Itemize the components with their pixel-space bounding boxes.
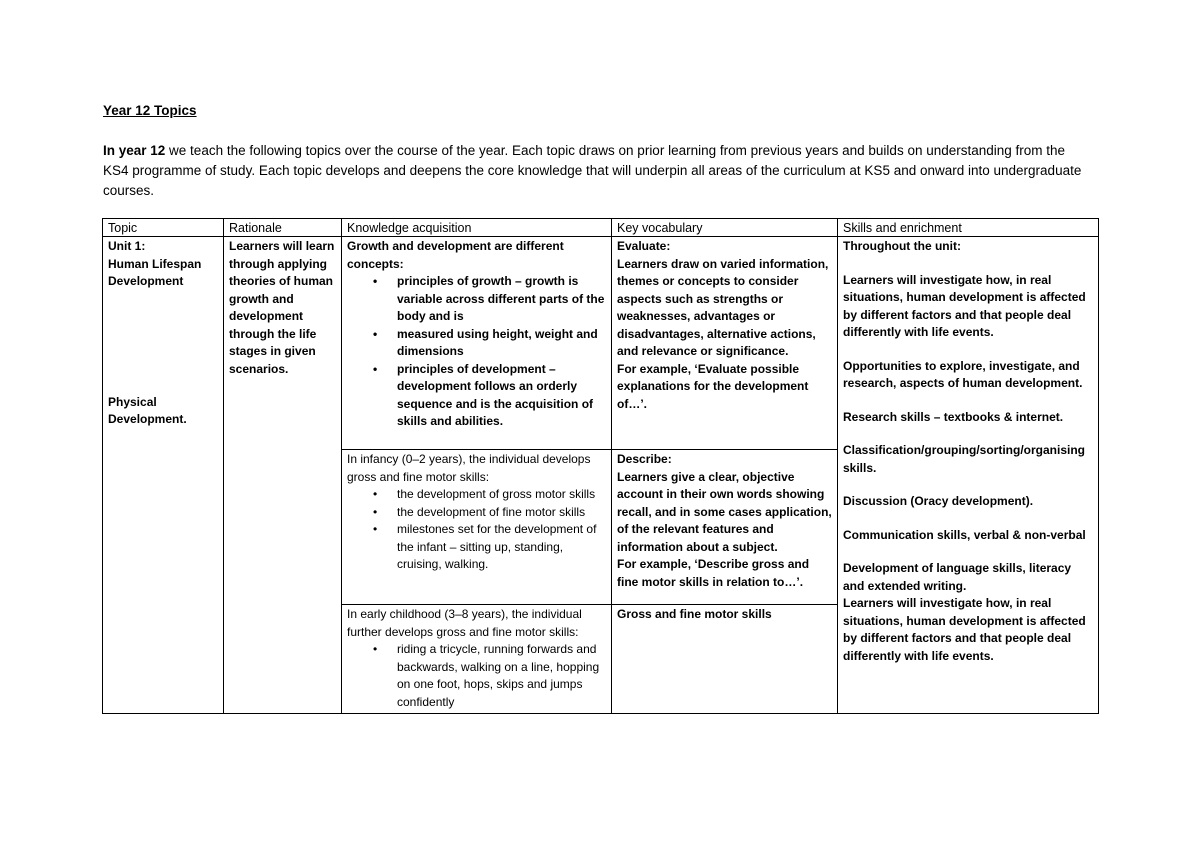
knowledge-list bbox=[347, 486, 606, 574]
header-skills: Skills and enrichment bbox=[838, 219, 1099, 237]
intro-paragraph bbox=[103, 141, 1093, 201]
skills-item: Classification/grouping/sorting/organising skills. bbox=[843, 443, 1086, 475]
knowledge-intro: In infancy (0–2 years), the individual develops gross and fine motor skills: bbox=[347, 452, 591, 484]
topic-subtopic: Physical Development. bbox=[108, 394, 187, 426]
list-item: • riding a tricycle, running forwards and backwards, walking on a line, hopping on one foot, hops, skips and jumps confidently bbox=[397, 641, 606, 711]
knowledge-cell-1 bbox=[342, 237, 612, 450]
header-topic: Topic bbox=[103, 219, 224, 237]
intro-text: we teach the following topics over the course of the year. Each topic draws on prior learning from previous years and builds on understanding from the KS4 programme of study. Each topic develops and deepens the core knowledge that will underpin all areas of the curriculum at KS5 and onward into undergraduate courses. bbox=[103, 143, 1082, 198]
list-item: • measured using height, weight and dimensions bbox=[397, 326, 606, 361]
skills-cell bbox=[838, 237, 1099, 714]
list-item: • the development of gross motor skills bbox=[397, 486, 606, 504]
knowledge-intro: In early childhood (3–8 years), the individual further develops gross and fine motor skills: bbox=[347, 607, 582, 639]
knowledge-cell-3 bbox=[342, 605, 612, 714]
vocab-term: Gross and fine motor skills bbox=[617, 607, 772, 621]
knowledge-list bbox=[347, 273, 606, 431]
vocab-definition: Learners draw on varied information, themes or concepts to consider aspects such as strengths or weaknesses, advantages or disadvantages, alternative actions, and relevance or significance. bbox=[617, 256, 829, 358]
knowledge-cell-2 bbox=[342, 450, 612, 605]
skills-item: Development of language skills, literacy and extended writing. bbox=[843, 561, 1072, 593]
skills-item: Research skills – textbooks & internet. bbox=[843, 409, 1064, 424]
skills-item: Learners will investigate how, in real situations, human development is affected by different factors and that people deal differently with life events. bbox=[843, 272, 1086, 339]
list-item: • the development of fine motor skills bbox=[397, 504, 606, 522]
header-rationale: Rationale bbox=[224, 219, 342, 237]
page-title: Year 12 Topics bbox=[103, 103, 197, 118]
skills-item: Throughout the unit: bbox=[843, 239, 961, 253]
rationale-cell bbox=[224, 237, 342, 714]
skills-item: Learners will investigate how, in real situations, human development is affected by different factors and that people deal differently with life events. bbox=[843, 596, 1086, 663]
header-knowledge: Knowledge acquisition bbox=[342, 219, 612, 237]
topic-title: Human Lifespan Development bbox=[108, 256, 202, 288]
topic-unit: Unit 1: bbox=[108, 239, 146, 253]
list-item: • milestones set for the development of the infant – sitting up, standing, cruising, walking. bbox=[397, 521, 606, 574]
knowledge-list bbox=[347, 641, 606, 711]
vocab-example: For example, ‘Evaluate possible explanations for the development of…’. bbox=[617, 361, 809, 411]
vocabulary-cell-2 bbox=[612, 450, 838, 605]
vocab-definition: Learners give a clear, objective account in their own words showing recall, and in some cases application, of the relevant features and information about a subject. bbox=[617, 469, 832, 554]
knowledge-intro: Growth and development are different concepts: bbox=[347, 239, 564, 271]
rationale-text: Learners will learn through applying theories of human growth and development through the life stages in given scenarios. bbox=[229, 239, 335, 376]
vocab-term: Describe: bbox=[617, 452, 672, 466]
vocab-term: Evaluate: bbox=[617, 239, 671, 253]
table-row bbox=[103, 237, 1099, 450]
skills-item: Discussion (Oracy development). bbox=[843, 494, 1034, 508]
skills-item: Communication skills, verbal & non-verbal bbox=[843, 527, 1086, 542]
vocab-example: For example, ‘Describe gross and fine motor skills in relation to…’. bbox=[617, 557, 810, 589]
vocabulary-cell-3 bbox=[612, 605, 838, 714]
vocabulary-cell-1 bbox=[612, 237, 838, 450]
skills-item: Opportunities to explore, investigate, and research, aspects of human development. bbox=[843, 358, 1083, 390]
topics-table bbox=[102, 218, 1099, 714]
list-item: • principles of development – development follows an orderly sequence and is the acquisition of skills and abilities. bbox=[397, 361, 606, 431]
topic-cell bbox=[103, 237, 224, 714]
intro-lead: In year 12 bbox=[103, 143, 166, 158]
header-vocabulary: Key vocabulary bbox=[612, 219, 838, 237]
list-item: • principles of growth – growth is variable across different parts of the body and is bbox=[397, 273, 606, 326]
table-header-row bbox=[103, 219, 1099, 237]
